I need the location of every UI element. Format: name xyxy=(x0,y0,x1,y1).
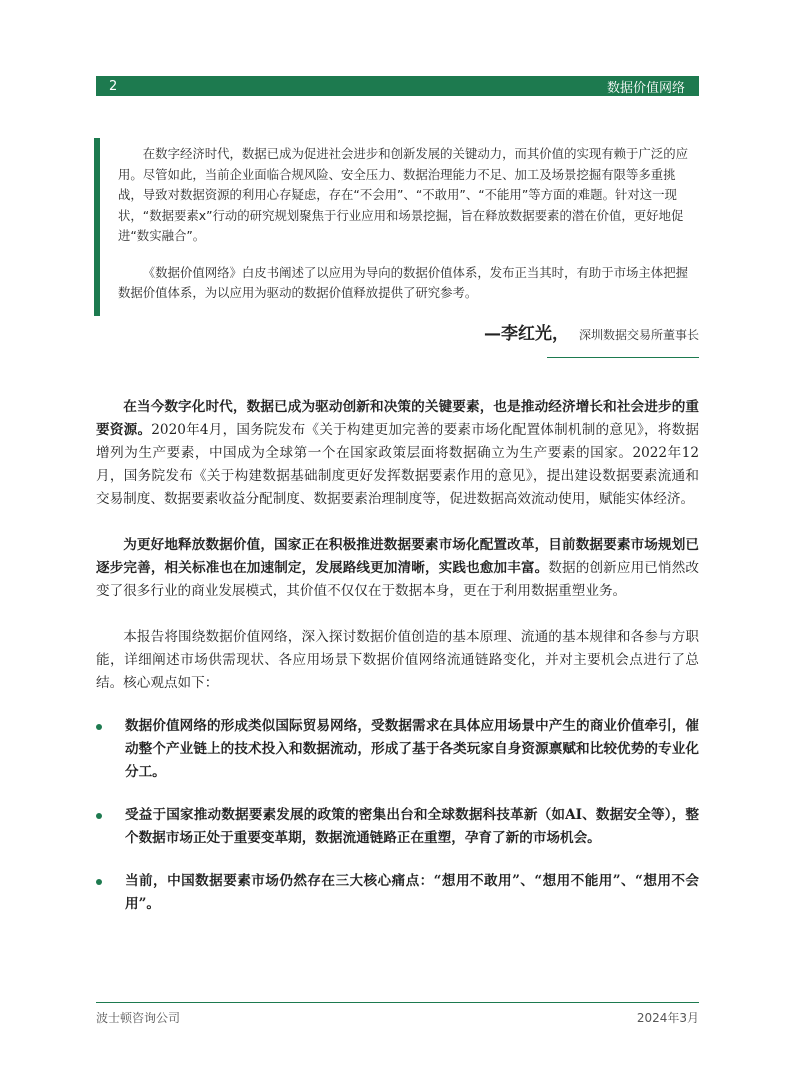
signature-divider xyxy=(547,357,699,358)
bullet-icon xyxy=(96,813,102,819)
quote-author: —李红光， xyxy=(483,324,569,344)
paragraph-text: 数据的创新应用已悄然改变了很多行业的商业发展模式，其价值不仅仅在于数据本身，更在于利用数据重塑业务。 xyxy=(96,560,700,599)
list-item-text: 受益于国家推动数据要素发展的政策的密集出台和全球数据科技革新（如AI、数据安全等），整个数据市场正处于重要变革期，数据流通链路正在重塑，孕育了新的市场机会。 xyxy=(125,807,699,846)
body-paragraph xyxy=(96,396,699,511)
body-paragraph xyxy=(96,534,699,603)
list-item xyxy=(96,870,699,916)
key-points-list xyxy=(96,715,699,916)
list-item xyxy=(96,715,699,784)
main-body xyxy=(96,396,699,936)
footer-divider xyxy=(96,1002,699,1003)
paragraph-lead: 为更好地释放数据价值，国家正在积极推进数据要素市场化配置改革，目前数据要素市场规划已逐步完善，相关标准也在加速制定，发展路线更加清晰，实践也愈加丰富。 xyxy=(96,537,699,576)
quote-block xyxy=(94,138,700,316)
bullet-icon xyxy=(96,879,102,885)
page-number: 2 xyxy=(109,78,118,94)
page-footer xyxy=(96,1009,699,1026)
quote-paragraph: 《数据价值网络》白皮书阐述了以应用为导向的数据价值体系，发布正当其时，有助于市场主体把握数据价值体系，为以应用为驱动的数据价值释放提供了研究参考。 xyxy=(118,264,688,300)
list-item xyxy=(96,804,699,850)
quote-signature xyxy=(484,319,699,344)
list-item-text: 数据价值网络的形成类似国际贸易网络，受数据需求在具体应用场景中产生的商业价值牵引，催动整个产业链上的技术投入和数据流动，形成了基于各类玩家自身资源禀赋和比较优势的专业化分工。 xyxy=(125,718,699,780)
bullet-icon xyxy=(96,724,102,730)
footer-company: 波士顿咨询公司 xyxy=(96,1011,181,1025)
list-item-text: 当前，中国数据要素市场仍然存在三大核心痛点：“想用不敢用”、“想用不能用”、“想用不会用”。 xyxy=(125,873,699,912)
page-header xyxy=(96,76,699,96)
quote-paragraph: 在数字经济时代，数据已成为促进社会进步和创新发展的关键动力，而其价值的实现有赖于广泛的应用。尽管如此，当前企业面临合规风险、安全压力、数据治理能力不足、加工及场景挖掘有限等多重挑战，导致对数据资源的利用心存疑虑，存在“不会用”、“不敢用”、“不能用”等方面的难题。针对这一现状，“数据要素x”行动的研究规划聚焦于行业应用和场景挖掘，旨在释放数据要素的潜在价值，更好地促进“数实融合”。 xyxy=(118,146,688,243)
body-paragraph: 本报告将围绕数据价值网络，深入探讨数据价值创造的基本原理、流通的基本规律和各参与方职能，详细阐述市场供需现状、各应用场景下数据价值网络流通链路变化，并对主要机会点进行了总结。核心观点如下： xyxy=(96,629,699,691)
footer-date: 2024年3月 xyxy=(636,1011,699,1025)
paragraph-lead: 在当今数字化时代，数据已成为驱动创新和决策的关键要素，也是推动经济增长和社会进步的重要资源。 xyxy=(96,399,699,438)
quote-author-title: 深圳数据交易所董事长 xyxy=(578,328,699,342)
section-title: 数据价值网络 xyxy=(606,80,685,96)
paragraph-text: 2020年4月，国务院发布《关于构建更加完善的要素市场化配置体制机制的意见》，将数据增列为生产要素，中国成为全球第一个在国家政策层面将数据确立为生产要素的国家。2022年12月，国务院发布《关于构建数据基础制度更好发挥数据要素作用的意见》，提出建设数据要素流通和交易制度、数据要素收益分配制度、数据要素治理制度等，促进数据高效流动使用，赋能实体经济。 xyxy=(96,422,700,507)
